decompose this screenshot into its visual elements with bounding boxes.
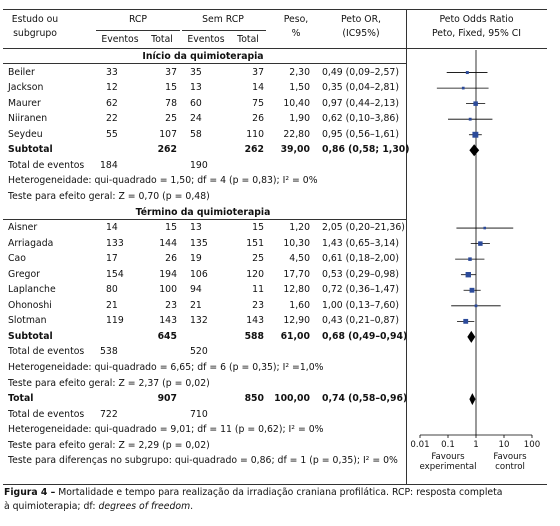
effect-box bbox=[466, 272, 471, 277]
study-odds-ratio: 1,00 (0,13–7,60) bbox=[322, 299, 399, 311]
study-total-sem-rcp: 25 bbox=[252, 253, 264, 265]
study-name: Seydeu bbox=[8, 128, 43, 140]
study-events-rcp: 21 bbox=[106, 299, 118, 311]
study-total-sem-rcp: 14 bbox=[252, 82, 264, 94]
header-or-line1: Peto OR, bbox=[340, 14, 381, 25]
total-events-label: Total de eventos bbox=[8, 159, 85, 171]
study-name: Niiranen bbox=[8, 113, 48, 125]
total-events-label: Total de eventos bbox=[8, 408, 85, 420]
effect-box bbox=[466, 71, 469, 74]
favours-control-line1: Favours bbox=[493, 452, 527, 462]
effect-box bbox=[468, 257, 472, 261]
study-events-sem-rcp: 24 bbox=[190, 113, 202, 125]
subgroup-difference-test: Teste para diferenças no subgrupo: qui-quadrado = 0,86; df = 1 (p = 0,35); I² = 0% bbox=[8, 455, 398, 467]
study-name: Arriagada bbox=[8, 237, 54, 249]
subtotal-rcp: 262 bbox=[157, 144, 177, 156]
total-odds-ratio: 0,74 (0,58–0,96) bbox=[322, 393, 408, 405]
study-total-sem-rcp: 26 bbox=[252, 113, 264, 125]
subtotal-rcp: 645 bbox=[157, 330, 177, 342]
study-weight: 12,80 bbox=[283, 284, 310, 296]
study-total-rcp: 143 bbox=[159, 315, 177, 327]
subtotal-odds-ratio: 0,68 (0,49–0,94) bbox=[322, 330, 408, 342]
x-tick-label: 10 bbox=[498, 440, 510, 450]
study-total-sem-rcp: 120 bbox=[246, 268, 264, 280]
study-odds-ratio: 1,43 (0,65–3,14) bbox=[322, 237, 399, 249]
pooled-effect-diamond bbox=[467, 331, 475, 343]
total-sem-rcp: 850 bbox=[244, 393, 264, 405]
study-events-rcp: 119 bbox=[106, 315, 124, 327]
header-plot-line2: Peto, Fixed, 95% CI bbox=[431, 28, 522, 39]
total-events-rcp: 722 bbox=[100, 408, 118, 420]
study-events-rcp: 55 bbox=[106, 128, 118, 140]
header-study-line2: subgrupo bbox=[13, 28, 57, 39]
study-name: Beiler bbox=[8, 66, 35, 78]
study-events-sem-rcp: 135 bbox=[190, 237, 208, 249]
header-sem-rcp: Sem RCP bbox=[202, 14, 244, 25]
favours-experimental-line1: Favours bbox=[431, 452, 465, 462]
heterogeneity-test: Heterogeneidade: qui-quadrado = 9,01; df = 11 (p = 0,62); I² = 0% bbox=[8, 424, 324, 436]
overall-effect-test: Teste para efeito geral: Z = 2,29 (p = 0,02) bbox=[8, 439, 210, 451]
study-events-sem-rcp: 60 bbox=[190, 97, 202, 109]
study-total-sem-rcp: 37 bbox=[252, 66, 264, 78]
section-title: Término da quimioterapia bbox=[135, 206, 271, 218]
study-name: Cao bbox=[8, 253, 26, 265]
total-events-sem-rcp: 520 bbox=[190, 346, 208, 358]
study-events-rcp: 33 bbox=[106, 66, 118, 78]
study-events-rcp: 22 bbox=[106, 113, 118, 125]
study-weight: 1,50 bbox=[289, 82, 310, 94]
study-odds-ratio: 0,35 (0,04–2,81) bbox=[322, 82, 399, 94]
total-weight: 100,00 bbox=[274, 393, 310, 405]
study-weight: 2,30 bbox=[289, 66, 310, 78]
study-weight: 1,60 bbox=[289, 299, 310, 311]
overall-effect-test: Teste para efeito geral: Z = 0,70 (p = 0,48) bbox=[8, 190, 210, 202]
effect-box bbox=[483, 227, 486, 230]
effect-box bbox=[463, 319, 468, 324]
study-total-rcp: 100 bbox=[159, 284, 177, 296]
subtotal-sem-rcp: 262 bbox=[244, 144, 264, 156]
study-events-rcp: 14 bbox=[106, 222, 118, 234]
study-name: Laplanche bbox=[8, 284, 56, 296]
study-name: Gregor bbox=[8, 268, 40, 280]
study-weight: 12,90 bbox=[283, 315, 310, 327]
effect-box bbox=[469, 118, 472, 121]
study-total-rcp: 144 bbox=[159, 237, 177, 249]
subtotal-weight: 61,00 bbox=[280, 330, 310, 342]
figure-caption-line2 bbox=[4, 502, 193, 511]
caption-line2-suffix: . bbox=[190, 501, 194, 512]
header-peso-line1: Peso, bbox=[283, 14, 309, 25]
study-total-sem-rcp: 143 bbox=[246, 315, 264, 327]
heterogeneity-test: Heterogeneidade: qui-quadrado = 6,65; df = 6 (p = 0,35); I² =1,0% bbox=[8, 362, 324, 373]
study-total-sem-rcp: 151 bbox=[246, 237, 264, 249]
section-rule bbox=[3, 63, 406, 64]
study-odds-ratio: 0,53 (0,29–0,98) bbox=[322, 268, 399, 280]
caption-text: Mortalidade e tempo para realização da irradiação craniana profilática. RCP: resposta completa bbox=[55, 487, 503, 498]
figure-caption-line1 bbox=[4, 488, 502, 497]
total-events-rcp: 184 bbox=[100, 159, 118, 171]
study-events-sem-rcp: 106 bbox=[190, 268, 208, 280]
study-name: Aisner bbox=[8, 222, 38, 234]
study-weight: 4,50 bbox=[289, 253, 310, 265]
study-odds-ratio: 0,62 (0,10–3,86) bbox=[322, 113, 399, 125]
effect-box bbox=[472, 132, 478, 138]
study-weight: 10,40 bbox=[283, 97, 310, 109]
header-rcp: RCP bbox=[128, 14, 148, 25]
study-total-sem-rcp: 15 bbox=[252, 222, 264, 234]
subtotal-weight: 39,00 bbox=[280, 144, 310, 156]
forest-plot bbox=[406, 48, 556, 484]
study-name: Ohonoshi bbox=[8, 299, 52, 311]
study-events-rcp: 80 bbox=[106, 284, 118, 296]
header-study-line1: Estudo ou bbox=[11, 14, 59, 25]
subtotal-sem-rcp: 588 bbox=[244, 330, 264, 342]
x-tick-label: 0.1 bbox=[441, 440, 455, 450]
header-plot-line1: Peto Odds Ratio bbox=[439, 14, 514, 25]
study-weight: 17,70 bbox=[283, 268, 310, 280]
effect-box bbox=[475, 304, 478, 307]
study-events-rcp: 12 bbox=[106, 82, 118, 94]
study-events-sem-rcp: 13 bbox=[190, 82, 202, 94]
effect-box bbox=[462, 87, 465, 90]
study-name: Slotman bbox=[8, 315, 47, 327]
header-rcp-eventos: Eventos bbox=[101, 34, 139, 45]
caption-line2-italic: degrees of freedom bbox=[98, 501, 191, 512]
study-weight: 22,80 bbox=[283, 128, 310, 140]
table-top-rule bbox=[3, 9, 547, 10]
header-rcp-total: Total bbox=[151, 34, 173, 45]
header-sem-eventos: Eventos bbox=[187, 34, 225, 45]
caption-line2-prefix: à quimioterapia; df: bbox=[4, 501, 99, 512]
study-weight: 1,20 bbox=[289, 222, 310, 234]
study-odds-ratio: 0,72 (0,36–1,47) bbox=[322, 284, 399, 296]
study-total-rcp: 37 bbox=[165, 66, 177, 78]
x-tick-label: 0.01 bbox=[410, 440, 430, 450]
study-total-rcp: 107 bbox=[159, 128, 177, 140]
subtotal-odds-ratio: 0,86 (0,58; 1,30) bbox=[322, 144, 410, 156]
favours-control-line2: control bbox=[495, 462, 525, 472]
section-title: Início da quimioterapia bbox=[142, 51, 264, 62]
study-total-rcp: 26 bbox=[165, 253, 177, 265]
study-odds-ratio: 0,49 (0,09–2,57) bbox=[322, 66, 399, 78]
study-total-rcp: 78 bbox=[165, 97, 177, 109]
study-weight: 10,30 bbox=[283, 237, 310, 249]
study-name: Jackson bbox=[8, 82, 44, 94]
total-events-sem-rcp: 190 bbox=[190, 159, 208, 171]
study-odds-ratio: 0,61 (0,18–2,00) bbox=[322, 253, 399, 265]
study-odds-ratio: 0,97 (0,44–2,13) bbox=[322, 97, 399, 109]
heterogeneity-test: Heterogeneidade: qui-quadrado = 1,50; df = 4 (p = 0,83); I² = 0% bbox=[8, 175, 318, 187]
study-events-sem-rcp: 21 bbox=[190, 299, 202, 311]
total-events-rcp: 538 bbox=[100, 346, 118, 358]
study-events-sem-rcp: 94 bbox=[190, 284, 202, 296]
pooled-effect-diamond bbox=[469, 144, 479, 156]
caption-label: Figura 4 – bbox=[4, 487, 56, 498]
study-name: Maurer bbox=[8, 97, 41, 109]
study-odds-ratio: 2,05 (0,20–21,36) bbox=[322, 222, 405, 234]
header-rcp-rule bbox=[96, 30, 180, 31]
x-tick-label: 100 bbox=[523, 440, 541, 450]
study-events-rcp: 133 bbox=[106, 237, 124, 249]
x-tick-label: 1 bbox=[473, 440, 479, 450]
study-total-rcp: 15 bbox=[165, 222, 177, 234]
study-total-sem-rcp: 110 bbox=[246, 128, 264, 140]
header-sem-rcp-rule bbox=[182, 30, 266, 31]
total-label: Total bbox=[8, 393, 34, 405]
study-total-rcp: 15 bbox=[165, 82, 177, 94]
study-weight: 1,90 bbox=[289, 113, 310, 125]
study-odds-ratio: 0,95 (0,56–1,61) bbox=[322, 128, 399, 140]
overall-effect-test: Teste para efeito geral: Z = 2,37 (p = 0,02) bbox=[8, 377, 210, 389]
study-total-sem-rcp: 11 bbox=[252, 284, 264, 296]
header-peso-line2: % bbox=[291, 28, 301, 39]
study-odds-ratio: 0,43 (0,21–0,87) bbox=[322, 315, 399, 327]
total-events-sem-rcp: 710 bbox=[190, 408, 208, 420]
study-events-rcp: 62 bbox=[106, 97, 118, 109]
table-bottom-rule bbox=[3, 484, 547, 485]
effect-box bbox=[478, 241, 482, 245]
study-total-rcp: 25 bbox=[165, 113, 177, 125]
study-total-rcp: 194 bbox=[159, 268, 177, 280]
study-total-sem-rcp: 75 bbox=[252, 97, 264, 109]
study-events-rcp: 154 bbox=[106, 268, 124, 280]
study-events-sem-rcp: 19 bbox=[190, 253, 202, 265]
study-events-sem-rcp: 35 bbox=[190, 66, 202, 78]
study-events-sem-rcp: 13 bbox=[190, 222, 202, 234]
study-events-sem-rcp: 58 bbox=[190, 128, 202, 140]
effect-box bbox=[473, 101, 478, 106]
subtotal-label: Subtotal bbox=[8, 144, 53, 156]
study-total-rcp: 23 bbox=[165, 299, 177, 311]
study-events-rcp: 17 bbox=[106, 253, 118, 265]
total-rcp: 907 bbox=[157, 393, 177, 405]
study-events-sem-rcp: 132 bbox=[190, 315, 208, 327]
pooled-effect-diamond bbox=[469, 393, 475, 405]
effect-box bbox=[470, 288, 475, 293]
header-or-line2: (IC95%) bbox=[342, 28, 380, 39]
section-rule bbox=[3, 219, 406, 220]
study-total-sem-rcp: 23 bbox=[252, 299, 264, 311]
header-sem-total: Total bbox=[237, 34, 259, 45]
total-events-label: Total de eventos bbox=[8, 346, 85, 358]
favours-experimental-line2: experimental bbox=[419, 462, 477, 472]
subtotal-label: Subtotal bbox=[8, 330, 53, 342]
